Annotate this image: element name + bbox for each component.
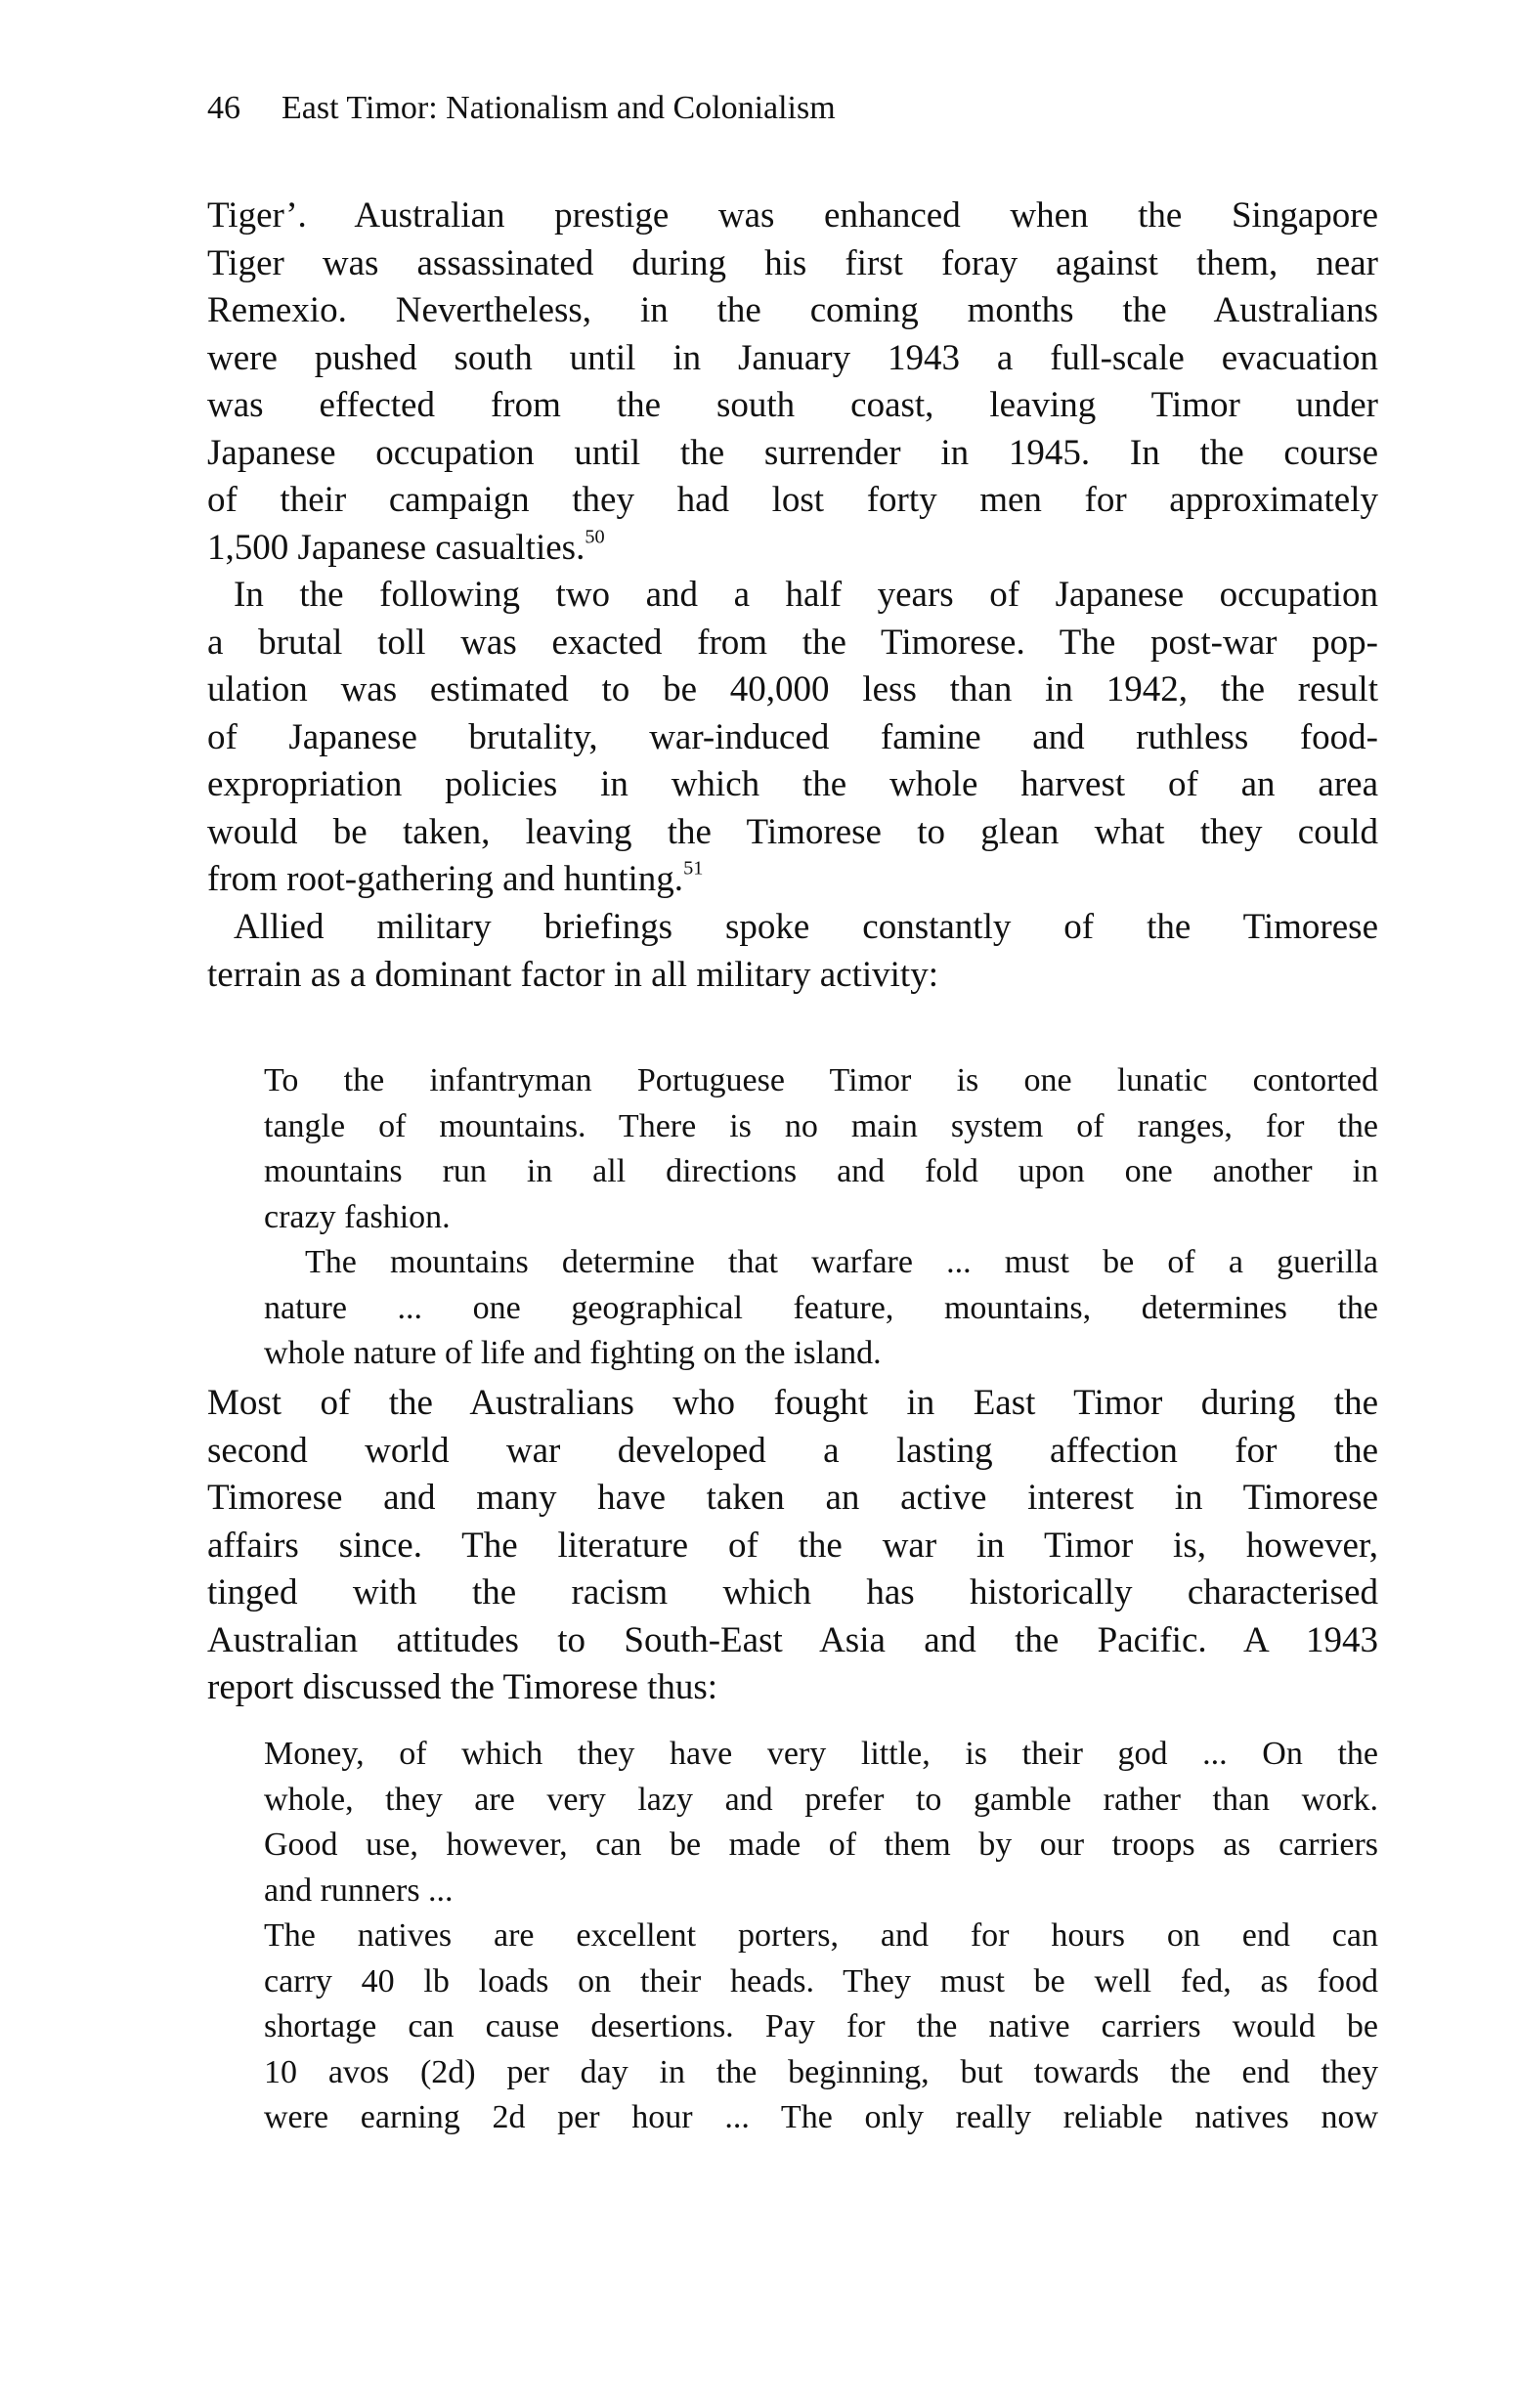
text-line: ulation was estimated to be 40,000 less than in 1942, the result [207, 669, 1378, 710]
text-line: Japanese occupation until the surrender in 1945. In the course [207, 432, 1378, 473]
text-line-with-footnote [207, 856, 1378, 904]
quote-line: nature ... one geographical feature, mountains, determines the [264, 1289, 1378, 1326]
text-line-with-footnote [207, 525, 1378, 573]
block-quote-terrain [264, 1058, 1378, 1377]
text-line: Most of the Australians who fought in East Timor during the [207, 1383, 1378, 1423]
text-line: terrain as a dominant factor in all military activity: [207, 954, 938, 995]
quote-line: shortage can cause desertions. Pay for the native carriers would be [264, 2008, 1378, 2044]
paragraph-occupation [207, 572, 1378, 904]
block-quote-report [264, 1732, 1378, 2141]
quote-line: mountains run in all directions and fold upon one another in [264, 1153, 1378, 1189]
text-line: were pushed south until in January 1943 a full-scale evacuation [207, 337, 1378, 378]
running-title: East Timor: Nationalism and Colonialism [282, 90, 836, 126]
text-line: tinged with the racism which has historically characterised [207, 1572, 1378, 1612]
paragraph-briefings [207, 904, 1378, 999]
quote-line: 10 avos (2d) per day in the beginning, but towards the end they [264, 2053, 1378, 2090]
quote-line: To the infantryman Portuguese Timor is one lunatic contorted [264, 1062, 1378, 1098]
text-line: Tiger was assassinated during his first foray against them, near [207, 242, 1378, 283]
text-line: second world war developed a lasting affection for the [207, 1430, 1378, 1471]
text-line: Remexio. Nevertheless, in the coming months the Australians [207, 290, 1378, 330]
running-header [207, 84, 836, 133]
text-line: would be taken, leaving the Timorese to glean what they could [207, 811, 1378, 852]
text-line: affairs since. The literature of the war in Timor is, however, [207, 1525, 1378, 1566]
quote-line: crazy fashion. [264, 1198, 451, 1235]
footnote-ref-50: 50 [585, 526, 605, 548]
quote-line: whole, they are very lazy and prefer to gamble rather than work. [264, 1781, 1378, 1818]
text-line: a brutal toll was exacted from the Timorese. The post-war pop- [207, 622, 1378, 663]
paragraph-australians [207, 1380, 1378, 1712]
quote-line: Money, of which they have very little, is their god ... On the [264, 1736, 1378, 1772]
page-number: 46 [207, 90, 240, 126]
quote-line: were earning 2d per hour ... The only really reliable natives now [264, 2099, 1378, 2135]
text-line: Timorese and many have taken an active interest in Timorese [207, 1478, 1378, 1518]
quote-line: whole nature of life and fighting on the island. [264, 1335, 882, 1371]
text-line: of Japanese brutality, war-induced famine and ruthless food- [207, 716, 1378, 757]
quote-line: The natives are excellent porters, and for hours on end can [264, 1917, 1378, 1954]
quote-line: carry 40 lb loads on their heads. They must be well fed, as food [264, 1962, 1378, 2000]
footnote-ref-51: 51 [683, 857, 704, 880]
text-line: Australian attitudes to South-East Asia and the Pacific. A 1943 [207, 1619, 1378, 1660]
quote-line: The mountains determine that warfare ... must be of a guerilla [305, 1244, 1378, 1280]
text-segment: from root-gathering and hunting. [207, 859, 684, 899]
text-line: report discussed the Timorese thus: [207, 1667, 718, 1707]
paragraph-continuation [207, 193, 1378, 572]
quote-line: tangle of mountains. There is no main system of ranges, for the [264, 1107, 1378, 1144]
quote-line: Good use, however, can be made of them by our troops as carriers [264, 1827, 1378, 1863]
text-line: expropriation policies in which the whole harvest of an area [207, 764, 1378, 804]
text-line: Allied military briefings spoke constantly of the Timorese [234, 907, 1378, 947]
text-line: was effected from the south coast, leaving Timor under [207, 385, 1378, 425]
text-line: In the following two and a half years of Japanese occupation [234, 575, 1378, 615]
text-line: of their campaign they had lost forty men for approximately [207, 480, 1378, 520]
text-segment: 1,500 Japanese casualties. [207, 527, 585, 568]
quote-line: and runners ... [264, 1871, 454, 1909]
text-line: Tiger’. Australian prestige was enhanced when the Singapore [207, 195, 1378, 236]
